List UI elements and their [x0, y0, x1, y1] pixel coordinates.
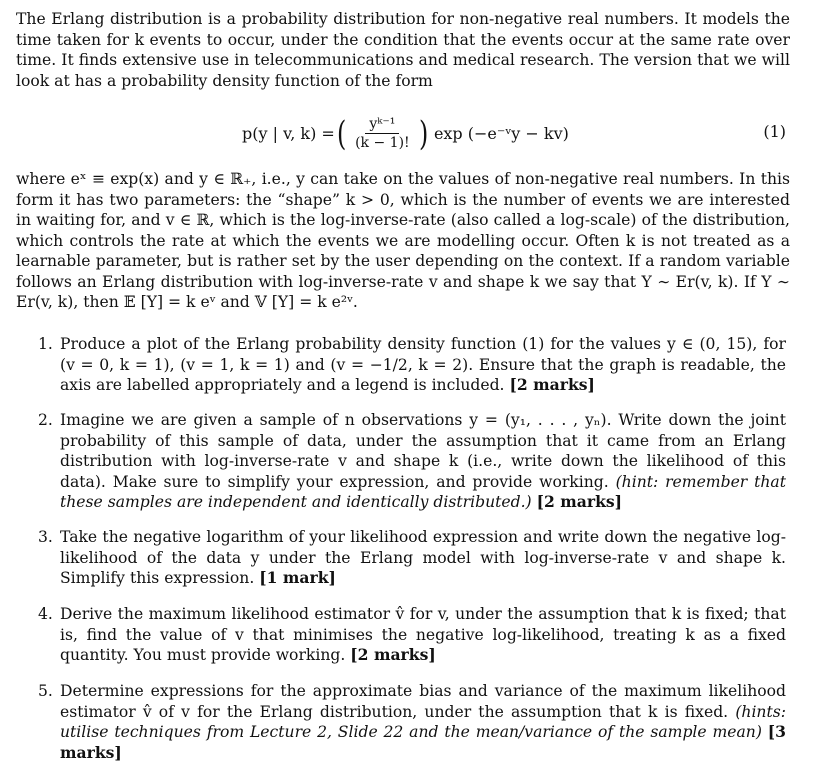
question-text: Imagine we are given a sample of n observations y = (y₁, . . . , yₙ). Write down the joint probability of this sample of data, under the assumption that it came from an Erlang distribution with log-inverse-rate v and shape k (i.e., write down the likelihood of this data). Make sure to simplify your expression, and provide working. [60, 411, 786, 491]
left-paren: ( [336, 113, 347, 154]
equation-rhs: exp (−e⁻ᵛy − kv) [433, 124, 569, 143]
equation-body [242, 113, 569, 154]
question-number: 5. [38, 682, 53, 700]
fraction-numerator: yᵏ⁻¹ [365, 116, 399, 134]
question-marks: [3 marks] [60, 722, 786, 762]
equation-number: (1) [763, 122, 786, 141]
question-item [38, 527, 786, 589]
question-item [38, 410, 786, 513]
definition-paragraph: where eˣ ≡ exp(x) and y ∈ ℝ₊, i.e., y can take on the values of non-negative real numbers. In this form it has two parameters: the “shape” k > 0, which is the number of events we are interested in waiting for, and v ∈ ℝ, which is the log-inverse-rate (also called a log-scale) of the distribution, which controls the rate at which the events we are modelling occur. Often k is not treated as a learnable parameter, but is rather set by the user depending on the context. If a random variable follows an Erlang distribution with log-inverse-rate v and shape k we say that Y ∼ Er(v, k). If Y ∼ Er(v, k), then 𝔼 [Y] = k eᵛ and 𝕍 [Y] = k e²ᵛ. [16, 170, 790, 311]
question-item [38, 604, 786, 666]
question-item [38, 334, 786, 396]
equation-fraction [351, 116, 414, 151]
question-marks: [2 marks] [509, 375, 595, 394]
question-number: 3. [38, 528, 53, 546]
question-hint: (hints: utilise techniques from Lecture 2, Slide 22 and the mean/variance of the sample mean) [60, 702, 786, 741]
equation-lhs: p(y | v, k) = [242, 124, 335, 143]
question-number: 4. [38, 605, 53, 623]
intro-paragraph: The Erlang distribution is a probability distribution for non-negative real numbers. It models the time taken for k events to occur, under the condition that the events occur at the same rate over time. It finds extensive use in telecommunications and medical research. The version that we will look at has a probability density function of the form [16, 10, 790, 90]
question-text: Derive the maximum likelihood estimator v̂ for v, under the assumption that k is fixed; that is, find the value of v that minimises the negative log-likelihood, treating k as a fixed quantity. You must provide working. [60, 605, 786, 664]
question-marks: [1 mark] [259, 568, 336, 587]
question-text: Take the negative logarithm of your likelihood expression and write down the negative log-likelihood of the data y under the Erlang model with log-inverse-rate v and shape k. Simplify this expression. [60, 528, 786, 587]
question-text: Produce a plot of the Erlang probability density function (1) for the values y ∈ (0, 15), for (v = 0, k = 1), (v = 1, k = 1) and (v = −1/2, k = 2). Ensure that the graph is readable, the axis are labelled appropriately and a legend is included. [60, 335, 786, 394]
question-number: 1. [38, 335, 53, 353]
question-number: 2. [38, 411, 53, 429]
fraction-denominator: (k − 1)! [355, 135, 410, 151]
erlang-pdf-equation [0, 110, 814, 156]
question-item [38, 681, 786, 763]
right-paren: ) [418, 113, 428, 154]
question-marks: [2 marks] [536, 492, 623, 511]
question-text: Determine expressions for the approximate bias and variance of the maximum likelihood estimator v̂ of v for the Erlang distribution, under the assumption that k is fixed. [60, 682, 786, 721]
question-hint: (hint: remember that these samples are independent and identically distributed.) [60, 472, 786, 511]
question-marks: [2 marks] [350, 645, 436, 664]
